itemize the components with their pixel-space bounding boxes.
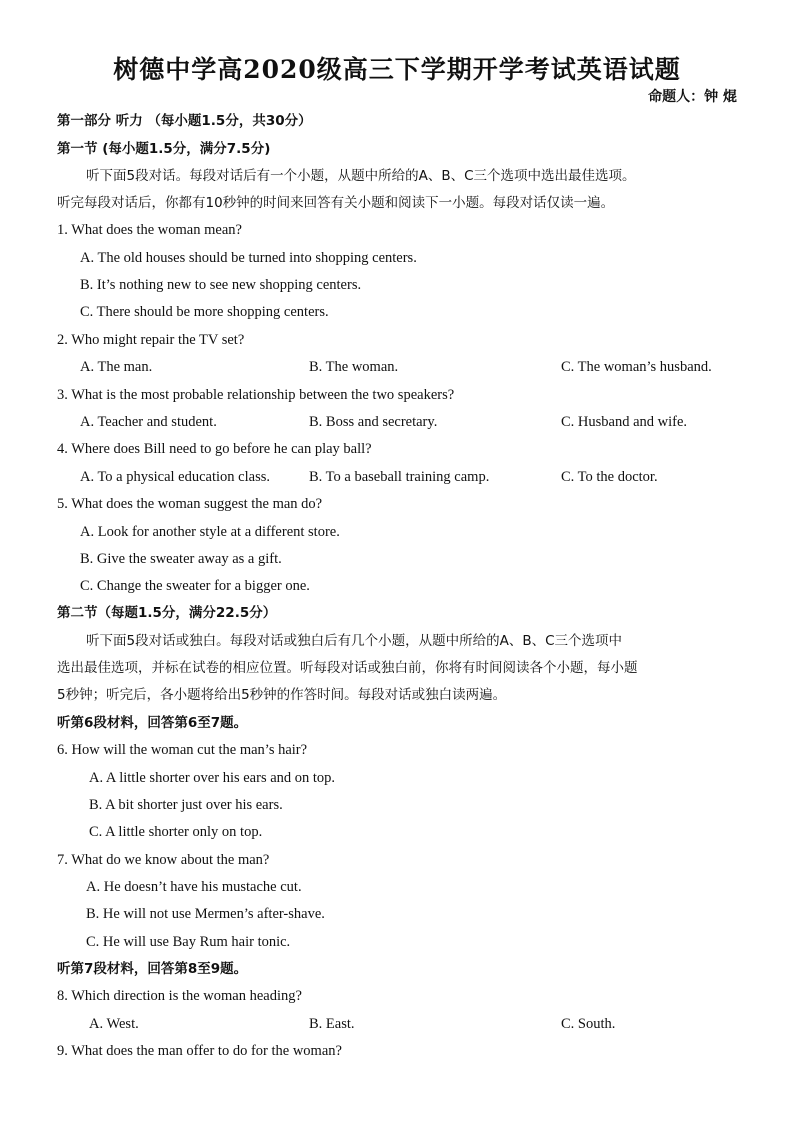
question-4-option-a: A. To a physical education class.: [80, 469, 270, 485]
question-4-stem: 4. Where does Bill need to go before he can play ball?: [57, 441, 372, 457]
question-6-stem: 6. How will the woman cut the man’s hair?: [57, 742, 308, 758]
section2-instructions-line1: 听下面5段对话或独白。每段对话或独白后有几个小题，从题中所给的A、B、C三个选项中: [86, 633, 623, 649]
question-8-option-a: A. West.: [89, 1016, 139, 1032]
question-3-option-a: A. Teacher and student.: [80, 414, 217, 430]
question-7-stem: 7. What do we know about the man?: [57, 852, 270, 868]
part1-heading: 第一部分 听力 （每小题1.5分，共30分）: [57, 113, 312, 129]
question-1-option-b: B. It’s nothing new to see new shopping centers.: [80, 277, 362, 293]
question-2-option-c: C. The woman’s husband.: [561, 359, 712, 375]
section1-instructions-line1: 听下面5段对话。每段对话后有一个小题，从题中所给的A、B、C三个选项中选出最佳选项。: [86, 168, 636, 184]
question-7-option-c: C. He will use Bay Rum hair tonic.: [86, 934, 291, 950]
question-1-option-c: C. There should be more shopping centers.: [80, 304, 329, 320]
author-line: 命题人：钟 焜: [648, 89, 737, 105]
question-6-option-a: A. A little shorter over his ears and on top.: [89, 770, 336, 786]
question-3-option-c: C. Husband and wife.: [561, 414, 688, 430]
section2-instructions-line2: 选出最佳选项，并标在试卷的相应位置。听每段对话或独白前，你将有时间阅读各个小题，每小题: [57, 660, 638, 676]
question-6-option-b: B. A bit shorter just over his ears.: [89, 797, 283, 813]
question-7-option-b: B. He will not use Mermen’s after-shave.: [86, 906, 325, 922]
question-8-option-c: C. South.: [561, 1016, 616, 1032]
question-6-option-c: C. A little shorter only on top.: [89, 824, 263, 840]
question-5-option-b: B. Give the sweater away as a gift.: [80, 551, 282, 567]
question-5-option-c: C. Change the sweater for a bigger one.: [80, 578, 310, 594]
question-8-stem: 8. Which direction is the woman heading?: [57, 988, 302, 1004]
question-8-option-b: B. East.: [309, 1016, 355, 1032]
exam-title: 树德中学高2020级高三下学期开学考试英语试题: [113, 55, 681, 84]
question-2-stem: 2. Who might repair the TV set?: [57, 332, 245, 348]
question-5-option-a: A. Look for another style at a different store.: [80, 524, 340, 540]
question-1-stem: 1. What does the woman mean?: [57, 222, 242, 238]
section2-heading: 第二节（每题1.5分，满分22.5分）: [57, 605, 277, 621]
material-7-heading: 听第7段材料，回答第8至9题。: [57, 961, 248, 977]
section2-instructions-line3: 5秒钟；听完后，各小题将给出5秒钟的作答时间。每段对话或独白读两遍。: [57, 687, 507, 703]
question-4-option-b: B. To a baseball training camp.: [309, 469, 490, 485]
section1-instructions-line2: 听完每段对话后，你都有10秒钟的时间来回答有关小题和阅读下一小题。每段对话仅读一遍。: [57, 195, 615, 211]
question-7-option-a: A. He doesn’t have his mustache cut.: [86, 879, 302, 895]
question-1-option-a: A. The old houses should be turned into shopping centers.: [80, 250, 417, 266]
material-6-heading: 听第6段材料，回答第6至7题。: [57, 715, 248, 731]
question-9-stem: 9. What does the man offer to do for the woman?: [57, 1043, 342, 1059]
question-3-stem: 3. What is the most probable relationship between the two speakers?: [57, 387, 455, 403]
question-2-option-a: A. The man.: [80, 359, 153, 375]
question-3-option-b: B. Boss and secretary.: [309, 414, 438, 430]
question-2-option-b: B. The woman.: [309, 359, 399, 375]
question-5-stem: 5. What does the woman suggest the man do?: [57, 496, 323, 512]
section1-heading: 第一节 (每小题1.5分，满分7.5分): [57, 141, 271, 157]
question-4-option-c: C. To the doctor.: [561, 469, 658, 485]
